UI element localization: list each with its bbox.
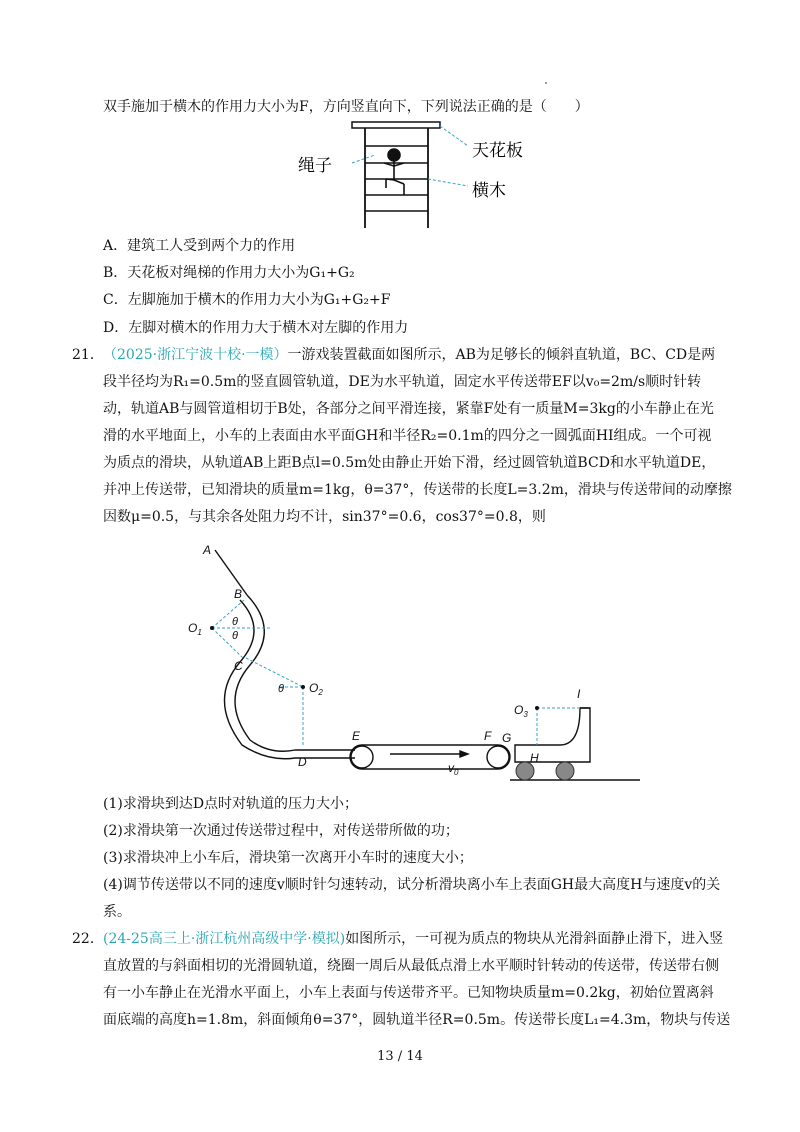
q20-stem-tail: 双手施加于横木的作用力大小为F，方向竖直向下，下列说法正确的是（ ）: [103, 99, 589, 115]
label-f: F: [484, 729, 492, 743]
ceiling-pointer: [440, 126, 468, 146]
label-h: H: [530, 751, 539, 765]
label-o3: $O_3$: [514, 703, 528, 719]
label-rope: 绳子: [298, 156, 332, 175]
q22-line-2: 直放置的与斜面相切的光滑圆轨道，绕圈一周后从最低点滑上水平顺时针转动的传送带，传送带右侧: [103, 958, 719, 974]
label-bar: 横木: [472, 181, 506, 200]
q22-text-1: 如图所示，一可视为质点的物块从光滑斜面静止滑下，进入竖: [345, 931, 724, 947]
q21-number: 21．: [72, 347, 104, 363]
roller-e: [351, 746, 373, 768]
q21-line-1: [103, 345, 723, 365]
bar-pointer: [428, 179, 468, 186]
option-b: B．天花板对绳梯的作用力大小为G₁+G₂: [103, 265, 355, 281]
ceiling-rect: [352, 122, 440, 128]
q21-line-6: 并冲上传送带，已知滑块的质量m=1kg，θ=37°，传送带的长度L=3.2m，滑块与传送带间的动摩擦: [103, 482, 732, 498]
page-number: 13: [377, 1049, 394, 1064]
conveyor-belt: [350, 745, 510, 769]
tube-outer: [235, 595, 355, 751]
roller-f: [487, 746, 509, 768]
label-e: E: [352, 729, 361, 743]
q21-sub-4-cont: 系。: [103, 904, 131, 920]
q22-source: (24-25高三上·浙江杭州高级中学·模拟): [103, 931, 346, 947]
label-theta-1: θ: [232, 616, 238, 628]
cart-wheel-right: [556, 762, 574, 780]
q21-sub-1: (1)求滑块到达D点时对轨道的压力大小；: [103, 796, 359, 812]
scan-dot: [545, 82, 547, 84]
q22-line-1: [103, 929, 723, 949]
q22-line-4: 面底端的高度h=1.8m，斜面倾角θ=37°，圆轨道半径R=0.5m。传送带长度L₁=4.3m，物块与传送: [103, 1012, 731, 1028]
label-v0: $v_0$: [448, 761, 459, 777]
q21-line-2: 段半径均为R₁=0.5m的竖直圆管轨道，DE为水平轨道，固定水平传送带EF以v₀=2m/s顺时针转: [103, 374, 702, 390]
q21-line-3: 动，轨道AB与圆管道相切于B处，各部分之间平滑连接，紧靠F处有一质量M=3kg的小车静止在光: [103, 401, 714, 417]
page-footer: [0, 1049, 800, 1064]
label-o1: $O_1$: [188, 621, 202, 637]
q21-line-5: 为质点的滑块，从轨道AB上距B点l=0.5m处由静止开始下滑，经过圆管轨道BCD和水平轨道DE，: [103, 455, 716, 471]
option-a: A．建筑工人受到两个力的作用: [103, 238, 296, 254]
incline-ab: [215, 550, 247, 595]
rope-pointer: [352, 155, 375, 163]
page-separator: /: [397, 1049, 403, 1064]
q21-source: （2025·浙江宁波十校·一模）: [103, 347, 288, 363]
q21-sub-4: (4)调节传送带以不同的速度v顺时针匀速转动，试分析滑块离小车上表面GH最大高度H与速度v的关: [103, 877, 721, 893]
tube-inner: [224, 600, 355, 759]
label-c: C: [234, 659, 243, 673]
worker-figure: [384, 149, 404, 195]
q21-line-4: 滑的水平地面上，小车的上表面由水平面GH和半径R₂=0.1m的四分之一圆弧面HI组成。一个可视: [103, 428, 712, 444]
q21-sub-2: (2)求滑块第一次通过传送带过程中，对传送带所做的功；: [103, 823, 459, 839]
label-b: B: [234, 587, 243, 601]
label-ceiling: 天花板: [472, 141, 523, 160]
label-theta-3: θ: [278, 683, 284, 695]
q22-line-3: 有一小车静止在光滑水平面上，小车上表面与传送带齐平。已知物块质量m=0.2kg，初始位置离斜: [103, 985, 714, 1001]
label-theta-2: θ: [232, 630, 238, 642]
q21-sub-3: (3)求滑块冲上小车后，滑块第一次离开小车时的速度大小；: [103, 850, 473, 866]
track-figure: [180, 540, 640, 790]
rope-ladder-figure: [290, 118, 550, 233]
page-total: 14: [406, 1049, 423, 1064]
label-d: D: [298, 755, 307, 769]
label-g: G: [502, 731, 512, 745]
label-i: I: [577, 687, 581, 701]
q21-text-1: 一游戏装置截面如图所示，AB为足够长的倾斜直轨道，BC、CD是两: [287, 347, 716, 363]
option-c: C．左脚施加于横木的作用力大小为G₁+G₂+F: [103, 292, 391, 308]
label-a: A: [203, 543, 212, 557]
q22-number: 22．: [72, 931, 104, 947]
q21-line-7: 因数μ=0.5，与其余各处阻力均不计，sin37°=0.6，cos37°=0.8，则: [103, 509, 546, 525]
label-o2: $O_2$: [309, 681, 323, 697]
option-d: D．左脚对横木的作用力大于横木对左脚的作用力: [103, 320, 409, 336]
